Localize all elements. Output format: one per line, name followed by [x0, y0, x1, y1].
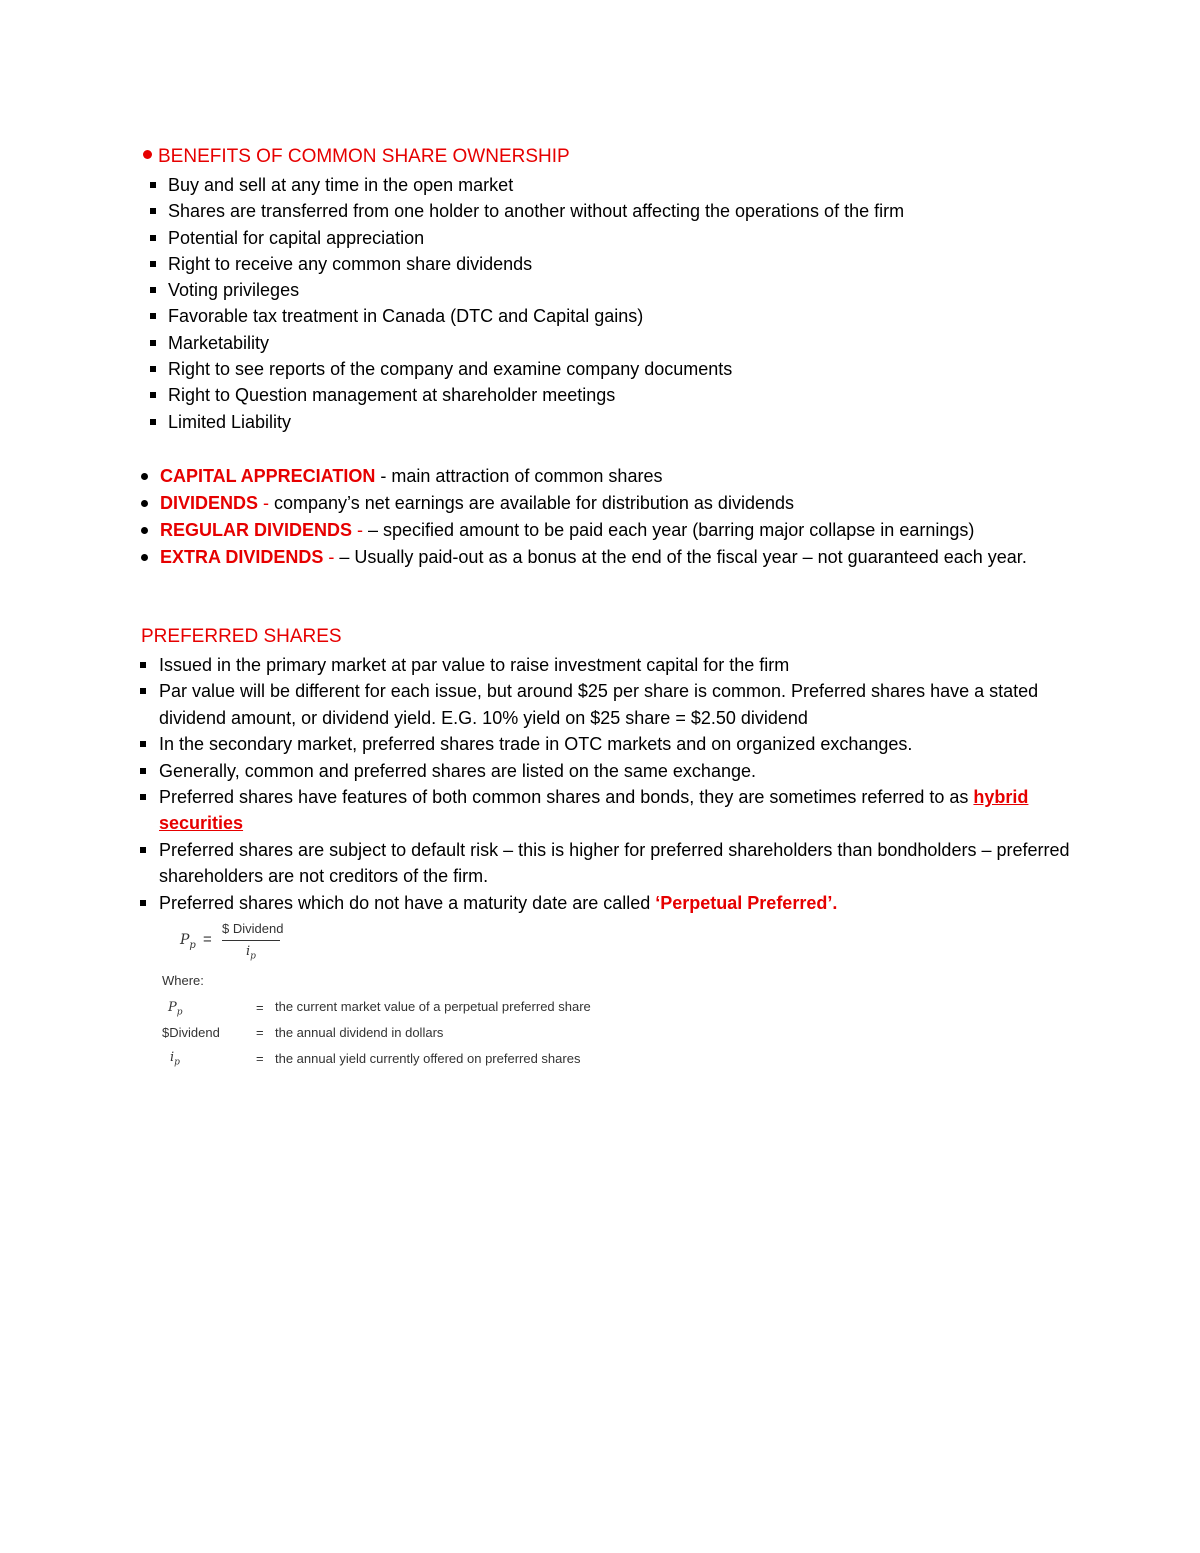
- term-sep: -: [375, 466, 392, 486]
- preferred-list: [140, 652, 1100, 916]
- formula-where: Where:: [162, 973, 204, 988]
- list-item: Par value will be different for each issue, but around $25 per share is common. Preferred shares have a stated dividend amount, or dividend yield. E.G. 10% yield on $25 share = $2.50 dividend: [140, 678, 1100, 731]
- red-bullet-icon: [143, 150, 152, 159]
- list-item: Right to see reports of the company and examine company documents: [150, 356, 904, 382]
- def-symbol: $i_p$: [170, 1050, 180, 1068]
- def-description: the annual dividend in dollars: [275, 1025, 444, 1040]
- formula-numerator: $ Dividend: [222, 921, 284, 936]
- list-item: Preferred shares are subject to default risk – this is higher for preferred shareholders than bondholders – preferred shareholders are not creditors of the firm.: [140, 837, 1100, 890]
- list-item: Right to receive any common share dividends: [150, 251, 904, 277]
- list-item-perpetual: [140, 890, 1100, 916]
- list-item: Issued in the primary market at par value to raise investment capital for the firm: [140, 652, 1100, 678]
- perpetual-term: ‘Perpetual Preferred’.: [655, 892, 838, 913]
- benefits-list: [150, 172, 904, 435]
- term-item-extra-dividends: [140, 544, 1100, 571]
- list-item: Generally, common and preferred shares are listed on the same exchange.: [140, 758, 1100, 784]
- term-item-regular-dividends: [140, 517, 1100, 544]
- list-item: Right to Question management at shareholder meetings: [150, 382, 904, 408]
- preferred-heading: PREFERRED SHARES: [141, 626, 342, 647]
- hybrid-term: hybrid securities: [159, 787, 1029, 834]
- list-item: Favorable tax treatment in Canada (DTC and Capital gains): [150, 303, 904, 329]
- def-symbol: $P_p$: [168, 1000, 183, 1018]
- term-sep: -: [323, 547, 340, 567]
- term-definition: company’s net earnings are available for distribution as dividends: [274, 493, 794, 513]
- term-label: DIVIDENDS: [160, 493, 259, 513]
- list-item: Limited Liability: [150, 409, 904, 435]
- def-symbol: $Dividend: [162, 1025, 220, 1040]
- term-label: CAPITAL APPRECIATION: [160, 466, 376, 486]
- perpetual-text: Preferred shares which do not have a maturity date are called: [159, 892, 656, 913]
- def-description: the annual yield currently offered on preferred shares: [275, 1051, 581, 1066]
- benefits-heading: BENEFITS OF COMMON SHARE OWNERSHIP: [158, 146, 570, 167]
- term-definition: main attraction of common shares: [391, 466, 663, 486]
- hybrid-text: Preferred shares have features of both common shares and bonds, they are sometimes referred to as: [159, 787, 974, 808]
- def-description: the current market value of a perpetual preferred share: [275, 999, 591, 1014]
- fraction-bar: [222, 940, 280, 941]
- term-label: REGULAR DIVIDENDS: [160, 520, 353, 540]
- term-item-dividends: [140, 490, 1100, 517]
- perpetual-preferred-formula: [160, 920, 620, 1080]
- term-item-capital-appreciation: [140, 463, 1100, 490]
- list-item: Potential for capital appreciation: [150, 225, 904, 251]
- def-equals: =: [256, 1000, 264, 1015]
- def-equals: =: [256, 1051, 264, 1066]
- term-sep: -: [352, 520, 369, 540]
- formula-lhs: $P_p$: [180, 932, 196, 951]
- list-item-hybrid: [140, 784, 1100, 837]
- formula-denominator: $i_p$: [246, 944, 256, 962]
- list-item: In the secondary market, preferred shares trade in OTC markets and on organized exchanges.: [140, 731, 1100, 757]
- term-sep: -: [258, 493, 275, 513]
- terms-list: [140, 463, 1100, 571]
- formula-equals: =: [203, 931, 212, 948]
- list-item: Buy and sell at any time in the open market: [150, 172, 904, 198]
- term-definition: – specified amount to be paid each year (barring major collapse in earnings): [368, 520, 975, 540]
- term-definition: – Usually paid-out as a bonus at the end of the fiscal year – not guaranteed each year.: [339, 547, 1027, 567]
- list-item: Voting privileges: [150, 277, 904, 303]
- list-item: Shares are transferred from one holder to another without affecting the operations of the firm: [150, 198, 904, 224]
- list-item: Marketability: [150, 330, 904, 356]
- def-equals: =: [256, 1025, 264, 1040]
- term-label: EXTRA DIVIDENDS: [160, 547, 324, 567]
- benefits-heading-row: [143, 144, 570, 170]
